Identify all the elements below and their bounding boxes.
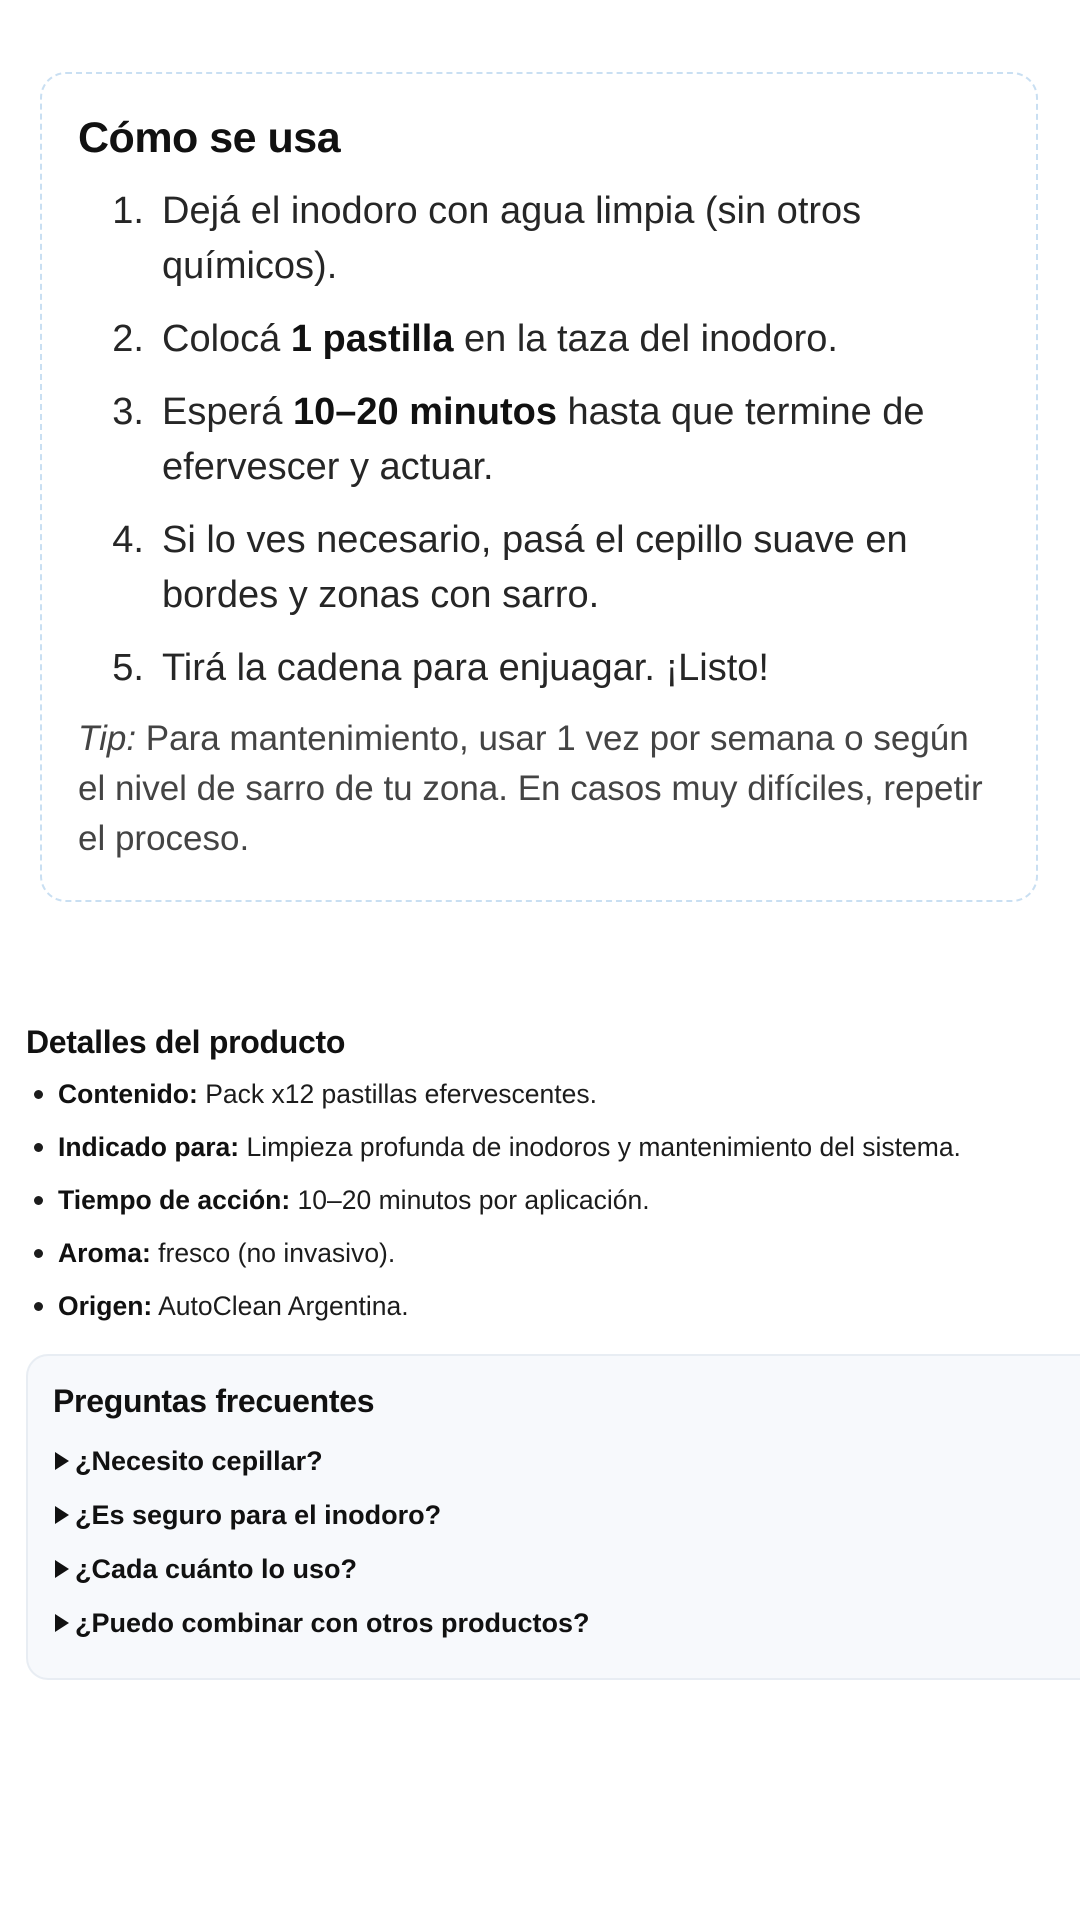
- how-to-use-title: Cómo se usa: [78, 114, 341, 162]
- product-details-list: [26, 1074, 1066, 1326]
- step-text: Dejá el inodoro con agua limpia (sin otros químicos).: [162, 190, 862, 287]
- faq-question-label: ¿Puedo combinar con otros productos?: [75, 1607, 590, 1638]
- bullet-icon: [34, 1090, 43, 1099]
- detail-key: Origen:: [58, 1291, 153, 1321]
- faq-title: Preguntas frecuentes: [53, 1383, 375, 1419]
- detail-key: Aroma:: [58, 1238, 151, 1268]
- tip-label: Tip:: [78, 719, 137, 758]
- step-text: Tirá la cadena para enjuagar. ¡Listo!: [162, 647, 769, 689]
- detail-key: Contenido:: [58, 1079, 198, 1109]
- detail-value: fresco (no invasivo).: [150, 1238, 396, 1268]
- faq-question-seguro[interactable]: [53, 1488, 1080, 1542]
- step-number: 5.: [112, 647, 144, 689]
- detail-key: Tiempo de acción:: [58, 1185, 291, 1215]
- bullet-icon: [34, 1249, 43, 1258]
- detail-value: 10–20 minutos por aplicación.: [290, 1185, 650, 1215]
- bullet-icon: [34, 1143, 43, 1152]
- disclosure-triangle-icon: [55, 1506, 69, 1524]
- faq-list: [53, 1434, 1080, 1650]
- faq-question-label: ¿Necesito cepillar?: [75, 1445, 323, 1476]
- detail-item: [26, 1286, 1066, 1326]
- faq-question-cepillar[interactable]: [53, 1434, 1080, 1488]
- detail-item: [26, 1127, 1066, 1167]
- disclosure-triangle-icon: [55, 1452, 69, 1470]
- detail-value: Limpieza profunda de inodoros y mantenimiento del sistema.: [239, 1132, 961, 1162]
- step-text: Si lo ves necesario, pasá el cepillo suave en bordes y zonas con sarro.: [162, 519, 908, 616]
- detail-item: [26, 1180, 1066, 1220]
- tip-text: Para mantenimiento, usar 1 vez por semana o según el nivel de sarro de tu zona. En casos muy difíciles, repetir el proceso.: [78, 719, 983, 858]
- how-to-use-card: [40, 72, 1038, 902]
- faq-question-frecuencia[interactable]: [53, 1542, 1080, 1596]
- product-details-title: Detalles del producto: [26, 1024, 346, 1060]
- disclosure-triangle-icon: [55, 1560, 69, 1578]
- step-item: [78, 513, 1000, 623]
- detail-value: AutoClean Argentina.: [152, 1291, 409, 1321]
- faq-question-combinar[interactable]: [53, 1596, 1080, 1650]
- bullet-icon: [34, 1302, 43, 1311]
- step-item: [78, 184, 1000, 294]
- bullet-icon: [34, 1196, 43, 1205]
- detail-value: Pack x12 pastillas efervescentes.: [197, 1079, 597, 1109]
- steps-list: [78, 184, 1000, 696]
- faq-question-label: ¿Cada cuánto lo uso?: [75, 1553, 358, 1584]
- step-text: Esperá 10–20 minutos hasta que termine de efervescer y actuar.: [162, 391, 925, 488]
- step-item: [78, 385, 1000, 495]
- product-details: [26, 1020, 1066, 1339]
- faq-section: [26, 1354, 1080, 1680]
- detail-item: [26, 1074, 1066, 1114]
- detail-key: Indicado para:: [58, 1132, 240, 1162]
- step-text: Colocá 1 pastilla en la taza del inodoro.: [162, 318, 838, 360]
- step-item: [78, 641, 1000, 696]
- faq-question-label: ¿Es seguro para el inodoro?: [75, 1499, 442, 1530]
- step-number: 3.: [112, 391, 144, 433]
- step-number: 4.: [112, 519, 144, 561]
- step-number: 2.: [112, 318, 144, 360]
- step-item: [78, 312, 1000, 367]
- step-number: 1.: [112, 190, 144, 232]
- detail-item: [26, 1233, 1066, 1273]
- usage-tip: [78, 714, 1000, 864]
- disclosure-triangle-icon: [55, 1614, 69, 1632]
